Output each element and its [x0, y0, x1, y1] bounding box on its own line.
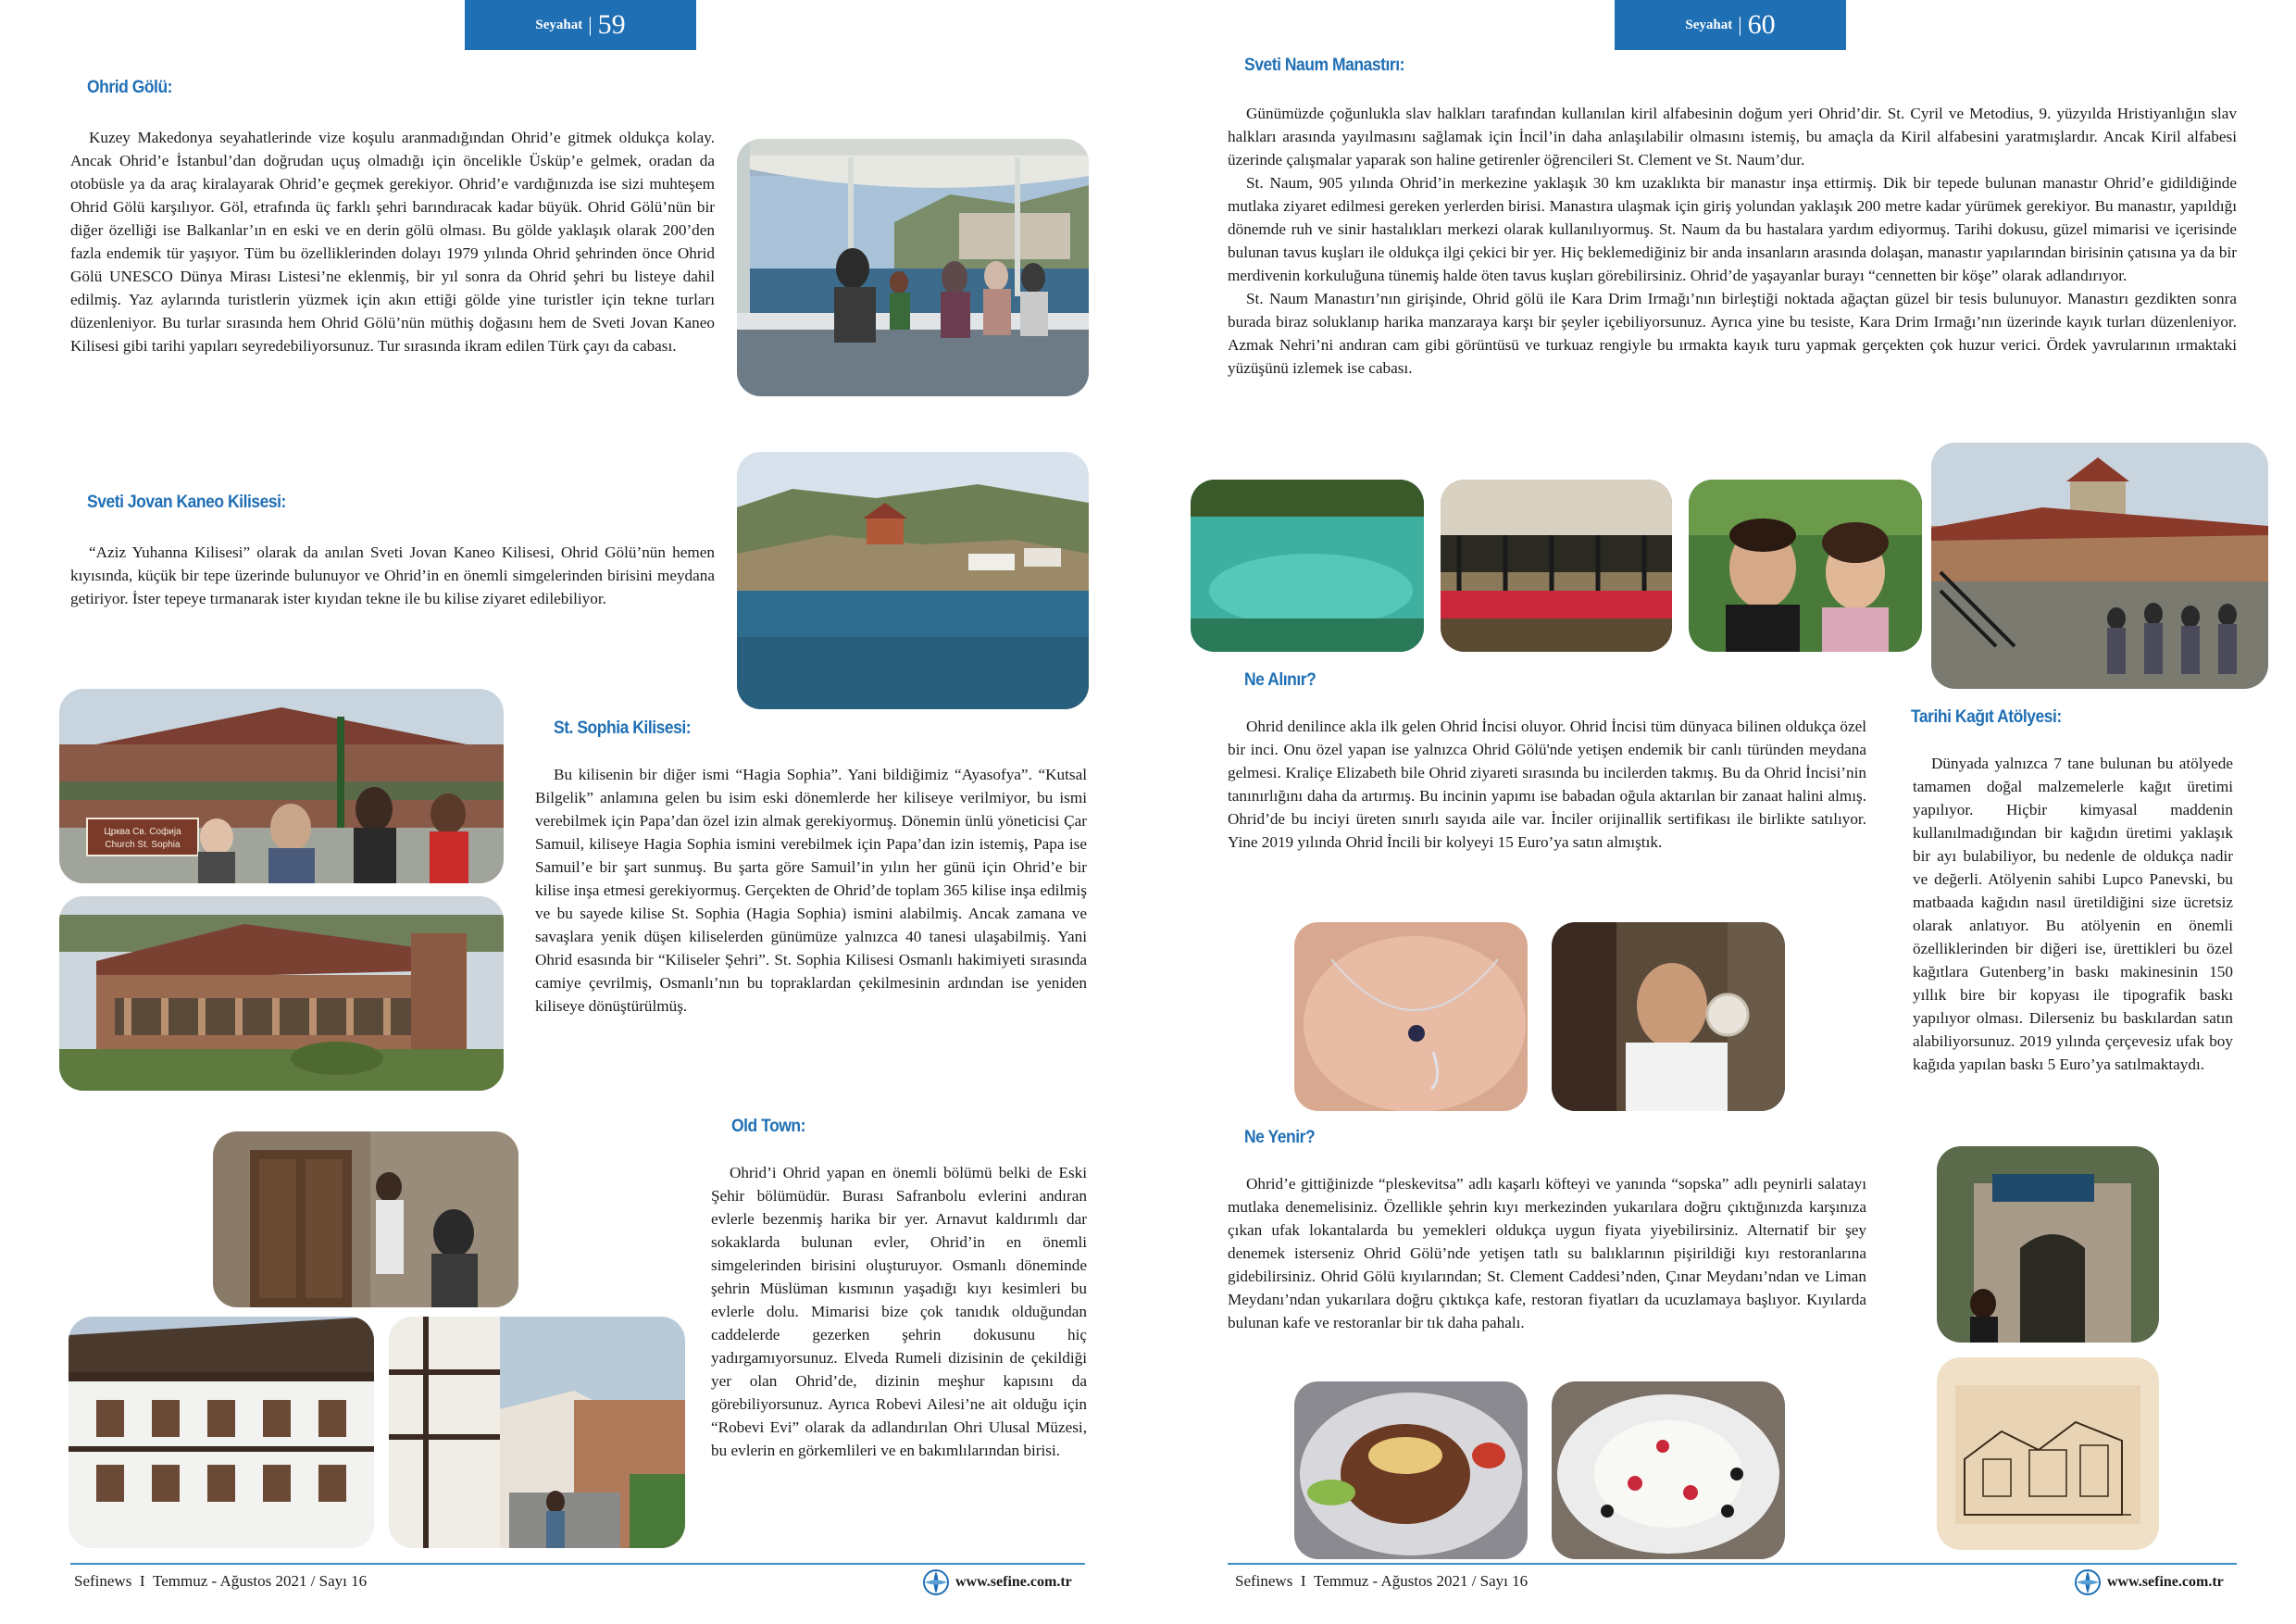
old-town-street-photo	[389, 1317, 685, 1548]
article-ne-alinir	[1228, 715, 1866, 854]
website-url[interactable]: www.sefine.com.tr	[955, 1574, 1072, 1590]
paragraph: Günümüzde çoğunlukla slav halkları tarafından kullanılan kiril alfabesinin doğum yeri Ohrid’dir. St. Cyril ve Metodius, 9. yüzyılda Hristiyanlığın slav halkları arasında yayılmasını sağlamak için İncil’in daha anlaşılabilir olmasını istemiş, bu amaçla da Kiril alfabesini yaratmışlardır. Ancak Kiril alfabesi üzerinde çalışmalar yaparak son haline getirenler öğrencileri St. Clement ve St. Naum’dur.	[1228, 105, 2237, 169]
pearl-shop-owner-photo	[1552, 922, 1785, 1111]
old-town-door-photo	[213, 1131, 518, 1307]
sefine-logo-icon	[922, 1568, 950, 1596]
church-sign-line1: Црква Св. Софија	[104, 827, 181, 837]
paragraph: Ohrid’e gittiğinizde “pleskevitsa” adlı kaşarlı köfteyi ve yanında “sopska” adlı peynirli salatayı mutlaka denemelisiniz. Özellikle şehrin kıyı merkezinden yukarılara doğru çıktığınızda karşınıza çıkan ufak lokantalarda bu yemekleri oldukça uygun fiyata yiyebilirsiniz. Alternatif bir şey denemek isterseniz Ohrid Gölü’nde yetişen tatlı su balıklarının pişirildiği kıyı restoranlarına gidebilirsiniz. Ohrid Gölü kıyılarından; St. Clement Caddesi’nden, Çınar Meydanı’ndan ve Liman Meydanı’ndan yukarılara doğru çıktıkça kafe, restoran fiyatları da ucuzlamaya başlıyor. Kıyılarda bulunan kafe ve restoranlar bir tık daha pahalı.	[1228, 1175, 1866, 1331]
balcony-flowers-photo	[1441, 480, 1672, 652]
website-url[interactable]: www.sefine.com.tr	[2107, 1574, 2224, 1590]
paper-workshop-entrance-photo	[1937, 1146, 2159, 1343]
paragraph: Ohrid’i Ohrid yapan en önemli bölümü belki de Eski Şehir bölümüdür. Burası Safranbolu evlerini andıran evlerle bezenmiş harika bir yer. Arnavut kaldırımlı dar sokaklarda bulunan evler, Ohrid’in en önemli simgelerinden birisini oluşturuyor. Osmanlı döneminde şehrin Müslüman kısmının yaşadığı kıyı kesimleri bu evlerle dolu. Mimarisi bize çok tanıdık olduğundan caddelerde gezerken şehrin dokusunu hiç yadırgamıyorsunuz. Elveda Rumeli dizisinin de çekildiği yer olan Ohrid’de, dizinin meşhur kapısını da görebiliyorsunuz. Ayrıca Robevi Ailesi’ne ait olduğu için “Robevi Evi” olarak da adlandırılan Ohri Ulusal Müzesi, bu evlerin en görkemlileri ve en bakımlılarından birisi.	[711, 1164, 1087, 1459]
article-tarihi-kagit	[1913, 752, 2233, 1076]
heading-sveti-jovan-kaneo: Sveti Jovan Kaneo Kilisesi:	[87, 493, 286, 512]
footer-issue	[74, 1572, 367, 1591]
naum-monastery-photo	[1931, 443, 2268, 689]
tab-separator: |	[1738, 13, 1742, 36]
article-old-town	[711, 1161, 1087, 1462]
footer-separator: I	[139, 1572, 145, 1590]
footer-issue	[1235, 1572, 1528, 1591]
jovan-kaneo-photo	[737, 452, 1089, 709]
pleskavica-photo	[1294, 1381, 1528, 1559]
sefine-logo-icon	[2074, 1568, 2102, 1596]
paragraph: Dünyada yalnızca 7 tane bulunan bu atölyede tamamen doğal malzemelerle kağıt üretimi yapılıyor. Hiçbir kimyasal maddenin kullanılmadığından bir kağıdın üretimi yaklaşık bir ayı bulabiliyor, bu nedenle de oldukça nadir ve değerli. Atölyenin sahibi Lupco Panevski, bu matbaada kağıdın nasıl üretildiğini size ücretsiz olarak anlatıyor. Bu atölyenin en önemli özelliklerinden bir diğeri ise, ürettikleri bu özel kağıtlara Gutenberg’in baskı makinesinin 150 yıllık bire bir kopyası ile tipografik baskı yapılıyor olması. Dilerseniz bu baskılardan satın alabiliyorsunuz. 2019 yılında çerçevesiz ufak boy kağıda yapılan baskı 5 Euro’ya satılmaktaydı.	[1913, 755, 2233, 1073]
section-label: Seyahat	[535, 17, 583, 32]
heading-ne-alinir: Ne Alınır?	[1244, 670, 1316, 690]
article-sveti-naum	[1228, 102, 2237, 380]
paragraph: Kuzey Makedonya seyahatlerinde vize koşulu aranmadığından Ohrid’e gitmek oldukça kolay. Ancak Ohrid’e İstanbul’dan doğrudan uçuş olmadığı için öncelikle Üsküp’e gelmek, oradan da otobüsle ya da araç kiralayarak Ohrid’e geçmek gerekiyor. Ohrid’e vardığınızda ise sizi muhteşem Ohrid Gölü karşılıyor. Göl, etrafında üç farklı şehri barındıracak kadar büyük. Ohrid Gölü’nün bir diğer özelliği ise Balkanlar’ın en eski ve en derin gölü olması. Bu gölde yaklaşık olarak 200’den fazla endemik tür yaşıyor. Tüm bu özelliklerinden dolayı 1979 yılında Ohrid şehrinden önce Ohrid Gölü UNESCO Dünya Mirası Listesi’ne eklenmiş, bir yıl sonra da Ohrid şehri bu listeye dahil edilmiş. Yaz aylarında turistlerin yüzmek için akın ettiği gölde yine turistler için tekne turları düzenleniyor. Bu turlar sırasında hem Ohrid Gölü’nün müthiş doğasını hem de Sveti Jovan Kaneo Kilisesi gibi tarihi yapıları seyredebiliyorsunuz. Tur sırasında ikram edilen Türk çayı da cabası.	[70, 129, 715, 355]
magazine-name: Sefinews	[74, 1572, 132, 1590]
paragraph: Bu kilisenin bir diğer ismi “Hagia Sophia”. Yani bildiğimiz “Ayasofya”. “Kutsal Bilgelik” anlamına gelen bu isim eski dönemlerde her kiliseye verilmiyor, bu ismi verebilmek için Papa’dan özel izin almak gerekiyormuş. Dönemin ünlü yöneticisi Çar Samuil, kiliseye Hagia Sophia ismini verebilmek için Papa’dan izin istemiş, Papa ise Samuil’e bir şart sunmuş. Bu şarta göre Samuil’in yılın her günü için Ohrid’e bir kilise inşa etmesi gerekiyormuş. Gerçekten de Ohrid’de toplam 365 kilise inşa edilmiş ve bu sayede kilise St. Sophia (Hagia Sophia) ismini alabilmiş. Ancak zamana ve savaşlara yenik düşen kiliselerden günümüze yalnızca 40 tanesi ulaşabilmiş. Yani Ohrid esasında bir “Kiliseler Şehri”. St. Sophia Kilisesi Osmanlı hakimiyeti sırasında camiye çevrilmiş, Osmanlı’nın bu topraklardan çekilmesinin ardından ise yeniden kiliseye dönüştürülmüş.	[535, 766, 1087, 1015]
church-sign-line2: Church St. Sophia	[105, 840, 181, 850]
tab-separator: |	[588, 13, 593, 36]
selfie-photo	[1689, 480, 1922, 652]
boat-tour-photo	[737, 139, 1089, 396]
river-photo	[1191, 480, 1424, 652]
paragraph: Ohrid denilince akla ilk gelen Ohrid İncisi oluyor. Ohrid İncisi tüm dünyaca bilinen oldukça özel bir inci. Onu özel yapan ise yalnızca Ohrid Gölü'nde yetişen endemik bir canlı türünden meydana gelmesi. Kraliçe Elizabeth bile Ohrid ziyareti sırasında bu incilerden takmış. Bu da Ohrid İncisi’nin tanınırlığını daha da artırmış. Bu incinin yapımı ise babadan oğula aktarılan bir zanaat halini almış. Ohrid’de bu inciyi üreten sınırlı sayıda aile var. İnciler orijinallik sertifikası ile birlikte satılıyor. Yine 2019 yılında Ohrid İncili bir kolyeyi 15 Euro’ya satın almıştık.	[1228, 718, 1866, 851]
old-town-houses-photo	[69, 1317, 374, 1548]
sopska-salad-photo	[1552, 1381, 1785, 1559]
right-page	[1148, 0, 2296, 1624]
page-number: 59	[597, 9, 626, 40]
page-number: 60	[1747, 9, 1776, 40]
st-sophia-group-photo	[59, 689, 504, 883]
heading-ne-yenir: Ne Yenir?	[1244, 1128, 1316, 1147]
issue-info: Temmuz - Ağustos 2021 / Sayı 16	[1314, 1572, 1529, 1590]
heading-st-sophia: St. Sophia Kilisesi:	[554, 718, 692, 738]
article-ne-yenir	[1228, 1172, 1866, 1334]
section-label: Seyahat	[1685, 17, 1733, 32]
page-tab	[465, 0, 696, 50]
magazine-name: Sefinews	[1235, 1572, 1293, 1590]
footer-website[interactable]	[922, 1568, 1072, 1596]
paragraph: St. Naum, 905 yılında Ohrid’in merkezine yaklaşık 30 km uzaklıkta bir manastır inşa ettirmiş. Dik bir tepede bulunan manastır Ohrid’e gidildiğinde mutlaka ziyaret edilmesi gereken yerlerden birisi. Manastıra ulaşmak için giriş yolundan yaklaşık 200 metre kadar yürümek gerekiyor. Bu manastır, yapıldığı dönemde ruh ve sinir hastalıkları merkezi olarak kullanılıyormuş. St. Naum da bu hastalara yardım ediyormuş. Tarihi dokusu, güzel mimarisi ve içerisinde bulunan tavus kuşları ile oldukça ilgi çekici bir yer. Hiç beklemediğiniz bir anda insanların arasında dolaşan, manastır yapılarından birisinin çatısına ya da bir merdivenin korkuluğuna tünemiş halde öten tavus kuşları görebilirsiniz. Ohrid’de yaşayanlar burayı “cennetten bir köşe” olarak adlandırıyor.	[1228, 174, 2237, 284]
st-sophia-church-photo	[59, 896, 504, 1091]
heading-tarihi-kagit: Tarihi Kağıt Atölyesi:	[1911, 707, 2062, 727]
page-tab	[1615, 0, 1846, 50]
pearl-necklace-photo	[1294, 922, 1528, 1111]
heading-old-town: Old Town:	[731, 1117, 806, 1136]
article-ohrid-golu	[70, 126, 715, 357]
paragraph: St. Naum Manastırı’nın girişinde, Ohrid gölü ile Kara Drim Irmağı’nın birleştiği noktada ağaçtan güzel bir tesis bulunuyor. Manastırı gezdikten sonra burada biraz soluklanıp harika manzaraya karşı bir şeyler içebiliyorsunuz. Ayrıca yine bu tesiste, Kara Drim Irmağı’nın üzerinde kayık turları düzenleniyor. Azmak Nehri’ni andıran cam gibi görüntüsü ve turkuaz rengiyle bu ırmakta kayık turu yapmak gerçekten çok huzur verici. Ördek yavrularının ırmaktaki yüzüşünü izlemek ise cabası.	[1228, 290, 2237, 377]
heading-ohrid-golu: Ohrid Gölü:	[87, 78, 173, 97]
article-sveti-jovan-kaneo	[70, 541, 715, 610]
article-st-sophia	[535, 763, 1087, 1018]
paragraph: “Aziz Yuhanna Kilisesi” olarak da anılan Sveti Jovan Kaneo Kilisesi, Ohrid Gölü’nün hemen kıyısında, küçük bir tepe üzerinde bulunuyor ve Ohrid’in en önemli simgelerinden birisini meydana getiriyor. İster tepeye tırmanarak ister kıyıdan tekne ile bu kilise ziyaret edilebiliyor.	[70, 543, 715, 607]
issue-info: Temmuz - Ağustos 2021 / Sayı 16	[153, 1572, 368, 1590]
footer-website[interactable]	[2074, 1568, 2224, 1596]
paper-print-artwork-photo	[1937, 1357, 2159, 1550]
footer-rule	[70, 1563, 1085, 1565]
heading-sveti-naum: Sveti Naum Manastırı:	[1244, 56, 1404, 75]
footer-rule	[1228, 1563, 2237, 1565]
footer-separator: I	[1300, 1572, 1306, 1590]
